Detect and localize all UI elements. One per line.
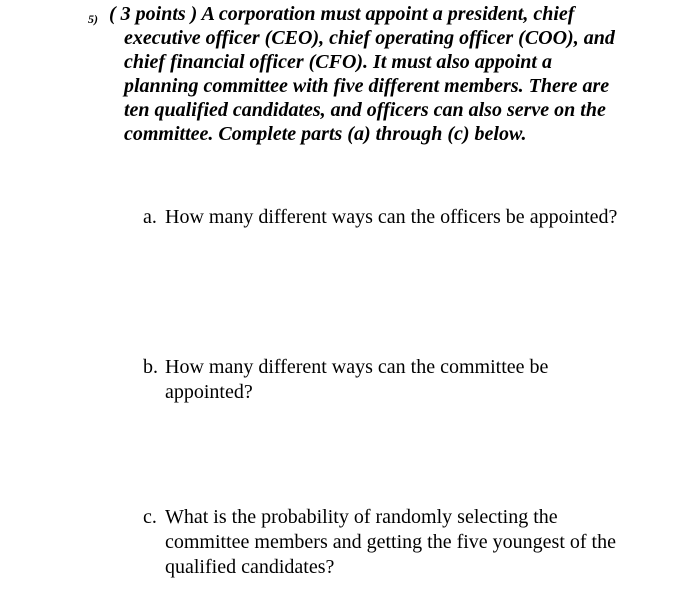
problem-5: [88, 2, 688, 146]
part-a-letter: a.: [143, 206, 157, 228]
part-b-question: How many different ways can the committee be appointed?: [165, 356, 549, 403]
part-c-letter: c.: [143, 506, 157, 528]
part-b: [143, 355, 623, 405]
part-c: [143, 505, 623, 580]
part-a-question: How many different ways can the officers be appointed?: [165, 206, 618, 228]
problem-number: 5): [88, 12, 98, 26]
part-c-question: What is the probability of randomly selecting the committee members and getting the five youngest of the qualified candidates?: [165, 506, 616, 578]
part-a: [143, 205, 623, 230]
part-b-letter: b.: [143, 356, 158, 378]
problem-stem: ( 3 points ) A corporation must appoint a president, chief executive officer (CEO), chief operating officer (COO), and chief financial officer (CFO). It must also appoint a planning committee with five different members. There are ten qualified candidates, and officers can also serve on the committee. Complete parts (a) through (c) below.: [109, 3, 615, 145]
